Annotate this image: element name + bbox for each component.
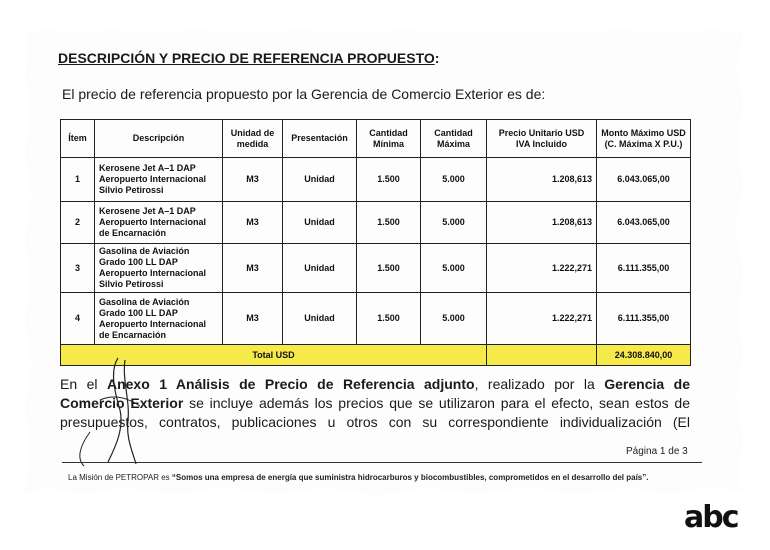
text-run: En el: [60, 376, 107, 392]
cell-item: 1: [61, 158, 95, 202]
section-heading: [58, 50, 439, 66]
page-number: Página 1 de 3: [626, 446, 688, 457]
cell-unit-price: 1.222,271: [487, 244, 597, 293]
cell-presentation: Unidad: [283, 244, 357, 293]
cell-max-amount: 6.111.355,00: [597, 244, 691, 293]
cell-description: Kerosene Jet A–1 DAP Aeropuerto Internacional de Encarnación: [95, 202, 223, 244]
cell-min-qty: 1.500: [357, 158, 421, 202]
mission-prefix: La Misión de PETROPAR es: [68, 473, 172, 482]
cell-max-qty: 5.000: [421, 158, 487, 202]
cell-max-qty: 5.000: [421, 293, 487, 345]
abc-logo: abc: [684, 500, 738, 535]
cell-max-amount: 6.111.355,00: [597, 293, 691, 345]
section-heading-suffix: :: [434, 50, 440, 66]
header-unit: Unidad de medida: [223, 120, 283, 158]
section-heading-text: DESCRIPCIÓN Y PRECIO DE REFERENCIA PROPUESTO: [58, 50, 435, 66]
text-run: , realizado por la: [474, 376, 605, 392]
cell-max-qty: 5.000: [421, 244, 487, 293]
cell-unit-price: 1.208,613: [487, 158, 597, 202]
cell-unit-price: 1.222,271: [487, 293, 597, 345]
cell-description: Gasolina de Aviación Grado 100 LL DAP Aeropuerto Internacional de Encarnación: [95, 293, 223, 345]
header-max-amount: Monto Máximo USD (C. Máxima X P.U.): [597, 120, 691, 158]
paragraph-line-3: presupuestos, contratos, publicaciones u otros con su correspondiente individualización (El: [60, 414, 690, 430]
footer-mission: [68, 473, 648, 482]
department-name: Gerencia de: [604, 376, 690, 392]
cell-max-amount: 6.043.065,00: [597, 158, 691, 202]
paragraph-line-1: [60, 375, 690, 394]
cell-unit: M3: [223, 202, 283, 244]
cell-item: 3: [61, 244, 95, 293]
cell-unit: M3: [223, 158, 283, 202]
total-value: 24.308.840,00: [597, 345, 691, 366]
cell-unit: M3: [223, 244, 283, 293]
cell-min-qty: 1.500: [357, 202, 421, 244]
table-row: [61, 293, 691, 345]
mission-quote: “Somos una empresa de energía que suministra hidrocarburos y biocombustibles, comprometidos en el desarrollo del país”.: [171, 473, 649, 482]
cell-description: Gasolina de Aviación Grado 100 LL DAP Aeropuerto Internacional Silvio Petirossi: [95, 244, 223, 293]
paragraph-line-2: [60, 394, 690, 413]
cell-presentation: Unidad: [283, 158, 357, 202]
cell-min-qty: 1.500: [357, 244, 421, 293]
header-max-qty: Cantidad Máxima: [421, 120, 487, 158]
table-row: [61, 158, 691, 202]
header-item: Ítem: [61, 120, 95, 158]
total-row: [61, 345, 691, 366]
cell-presentation: Unidad: [283, 202, 357, 244]
text-run: se incluye además los precios que se utilizaron para el efecto, sean estos de: [183, 395, 691, 411]
cell-item: 2: [61, 202, 95, 244]
cell-unit: M3: [223, 293, 283, 345]
cell-max-amount: 6.043.065,00: [597, 202, 691, 244]
intro-text: El precio de referencia propuesto por la Gerencia de Comercio Exterior es de:: [62, 86, 546, 102]
cell-min-qty: 1.500: [357, 293, 421, 345]
footer-divider: [62, 462, 702, 463]
annex-reference: Anexo 1 Análisis de Precio de Referencia adjunto: [106, 376, 475, 392]
table-header-row: [61, 120, 691, 158]
cell-description: Kerosene Jet A–1 DAP Aeropuerto Internacional Silvio Petirossi: [95, 158, 223, 202]
table-row: [61, 244, 691, 293]
annex-paragraph: [60, 375, 690, 432]
department-name: Comercio Exterior: [60, 395, 184, 411]
header-min-qty: Cantidad Mínima: [357, 120, 421, 158]
cell-item: 4: [61, 293, 95, 345]
header-unit-price: Precio Unitario USD IVA Incluido: [487, 120, 597, 158]
header-description: Descripción: [95, 120, 223, 158]
cell-max-qty: 5.000: [421, 202, 487, 244]
cell-unit-price: 1.208,613: [487, 202, 597, 244]
total-spacer: [487, 345, 597, 366]
handwritten-signature-icon: [70, 350, 150, 470]
table-row: [61, 202, 691, 244]
header-presentation: Presentación: [283, 120, 357, 158]
cell-presentation: Unidad: [283, 293, 357, 345]
total-label: Total USD: [61, 345, 487, 366]
reference-price-table: [60, 119, 691, 366]
